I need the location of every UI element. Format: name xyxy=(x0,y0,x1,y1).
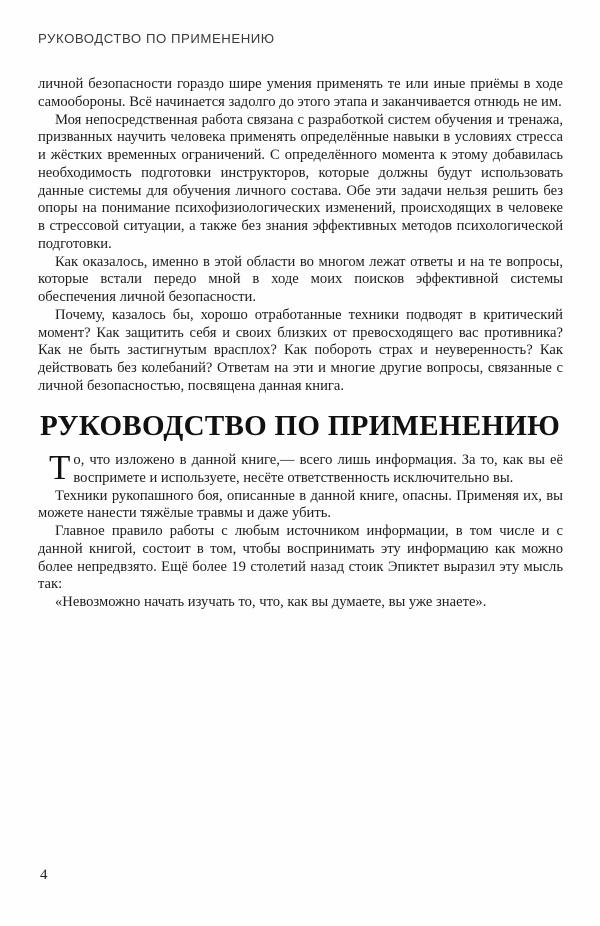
paragraph: Главное правило работы с любым источником информации, в том числе и с данной книгой, состоит в том, чтобы воспринимать эту информацию как можно более непредвзято. Ещё более 19 столетий назад стоик Эпиктет выразил эту мысль так: xyxy=(38,523,563,593)
running-header: РУКОВОДСТВО ПО ПРИМЕНЕНИЮ xyxy=(38,31,275,46)
paragraph: Почему, казалось бы, хорошо отработанные техники подводят в критический момент? Как защитить себя и своих близких от превосходящего вас противника? Как не быть застигнутым врасплох? Как побороть страх и неуверенность? Как действовать без колебаний? Ответам на эти и многие другие вопросы, связанные с личной безопасностью, посвящена данная книга. xyxy=(38,306,563,394)
paragraph: Моя непосредственная работа связана с разработкой систем обучения и тренажа, призванных научить человека применять определённые навыки в условиях стресса и жёстких временных ограничений. С определённого момента к этому добавилась необходимость подготовки инструкторов, которые должны будут использовать данные системы для обучения личного состава. Обе эти задачи нельзя решить без опоры на понимание психофизиологических изменений, происходящих в человеке в стрессовой ситуации, а также без знания эффективных методов психологической подготовки. xyxy=(38,111,563,252)
paragraph: личной безопасности гораздо шире умения применять те или иные приёмы в ходе самообороны. Всё начинается задолго до этого этапа и заканчивается отнюдь не им. xyxy=(38,76,563,110)
section-title: РУКОВОДСТВО ПО ПРИМЕНЕНИЮ xyxy=(39,410,561,442)
paragraph: Техники рукопашного боя, описанные в данной книге, опасны. Применяя их, вы можете нанести тяжёлые травмы и даже убить. xyxy=(38,487,563,522)
paragraph: Как оказалось, именно в этой области во многом лежат ответы и на те вопросы, которые встали передо мной в ходе моих поисков эффективной системы обеспечения личной безопасности. xyxy=(38,253,563,305)
paragraph-with-dropcap xyxy=(38,448,563,488)
drop-cap: Т xyxy=(49,448,71,487)
body-text-block-top xyxy=(38,76,563,396)
body-text-block-bottom xyxy=(38,448,563,612)
paragraph-text: о, что изложено в данной книге,— всего лишь информация. За то, как вы её воспримете и используете, несёте ответственность исключительно вы. xyxy=(73,452,563,486)
paragraph: «Невозможно начать изучать то, что, как вы думаете, вы уже знаете». xyxy=(55,594,487,610)
page-number: 4 xyxy=(40,867,48,883)
